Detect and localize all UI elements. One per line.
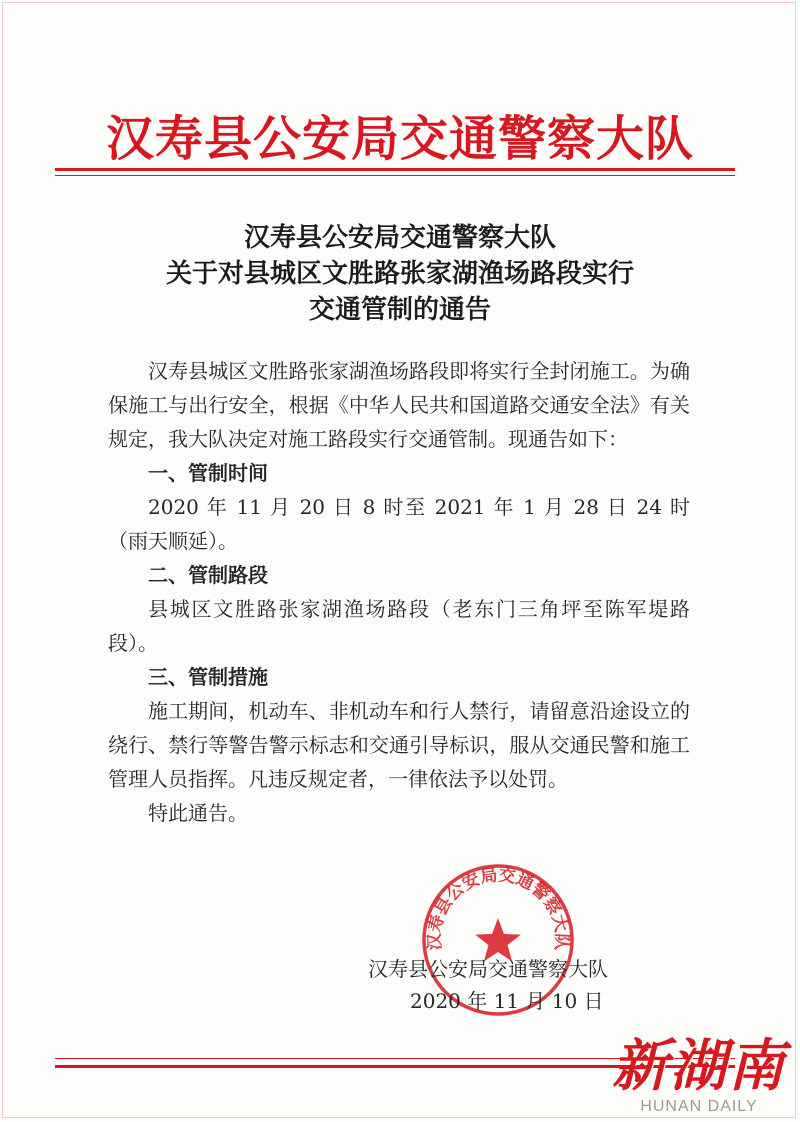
section-heading-road: 二、管制路段 [148,563,268,587]
intro-paragraph: 汉寿县城区文胜路张家湖渔场路段即将实行全封闭施工。为确保施工与出行安全，根据《中华人民共和国道路交通安全法》有关规定，我大队决定对施工路段实行交通管制。现通告如下： [108,359,690,451]
watermark-logo-cn: 新湖南 [612,1033,786,1099]
closing-line: 特此通告。 [148,801,248,825]
notice-title-line-2: 关于对县城区文胜路张家湖渔场路段实行 [165,259,634,289]
notice-title [0,220,800,328]
hunan-daily-watermark [612,1034,786,1116]
seal-text: 汉寿县公安局交通警察大队 [424,865,572,951]
agency-header-title: 汉寿县公安局交通警察大队 [105,111,694,167]
section-text-measures: 施工期间，机动车、非机动车和行人禁行，请留意沿途设立的绕行、禁行等警告警示标志和交通引导标识，服从交通民警和施工管理人员指挥。凡违反规定者，一律依法予以处罚。 [108,699,690,791]
section-text-road: 县城区文胜路张家湖渔场路段（老东门三角坪至陈军堤路段）。 [108,597,690,655]
notice-title-line-3: 交通管制的通告 [308,295,491,325]
notice-title-line-1: 汉寿县公安局交通警察大队 [243,223,556,253]
section-heading-measures: 三、管制措施 [148,665,268,689]
section-text-time: 2020 年 11 月 20 日 8 时至 2021 年 1 月 28 日 24 时（雨天顺延）。 [108,495,690,553]
header-rule-thin [55,175,735,176]
watermark-logo-en: HUNAN DAILY [640,1098,758,1115]
signature-date: 2020 年 11 月 10 日 [410,989,604,1013]
section-heading-time: 一、管制时间 [148,461,268,485]
notice-body [108,354,690,830]
header-rule-thick [55,168,735,171]
signature-agency: 汉寿县公安局交通警察大队 [368,957,608,981]
